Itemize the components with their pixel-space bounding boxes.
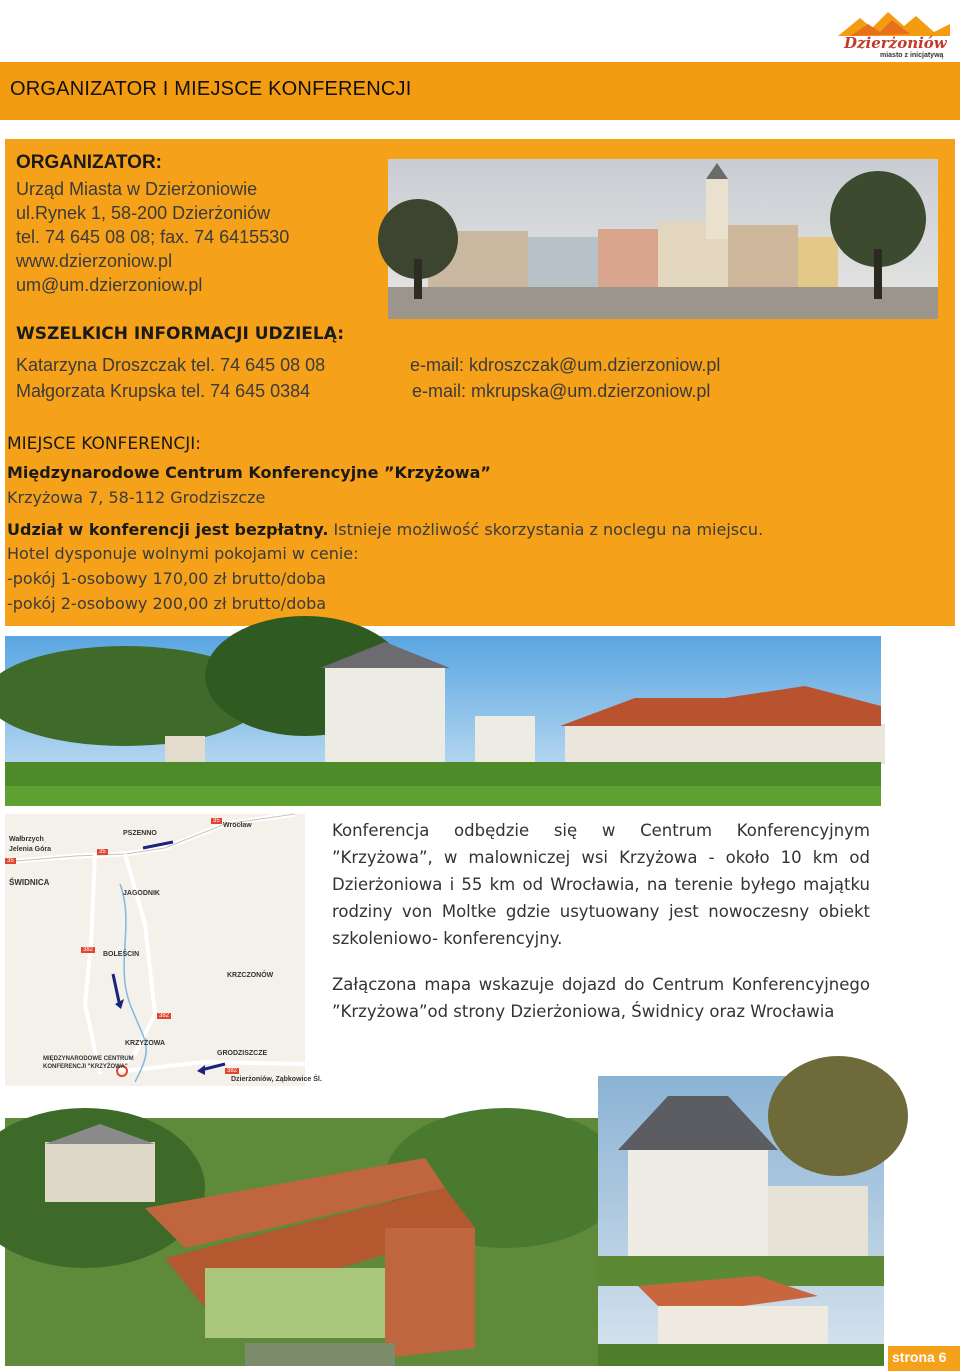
map-label: ŚWIDNICA bbox=[9, 878, 50, 887]
map-label: MIĘDZYNARODOWE CENTRUM bbox=[43, 1056, 134, 1062]
logo-text: Dzierżoniów bbox=[844, 34, 947, 52]
map-label: Wrocław bbox=[223, 822, 252, 829]
organizer-line: ul.Rynek 1, 58-200 Dzierżoniów bbox=[16, 203, 271, 223]
page-title: ORGANIZATOR I MIEJSCE KONFERENCJI bbox=[10, 78, 412, 100]
description-paragraph-1: Konferencja odbędzie się w Centrum Konferencyjnym ”Krzyżowa”, w malowniczej wsi Krzyżowa - około 10 km od Dzierżoniowa i 55 km od Wrocławia, na terenie byłego majątku rodziny von Moltke gdzie usytuowany jest nowoczesny obiekt szkoleniowo- konferencyjny. bbox=[332, 821, 870, 948]
road-badge: 382 bbox=[83, 947, 94, 953]
road-badge: 35 bbox=[99, 849, 106, 855]
map-label: KONFERENCJI "KRZYŻOWA" bbox=[43, 1064, 128, 1070]
route-map bbox=[5, 814, 322, 1086]
contact-person-1: Katarzyna Droszczak tel. 74 645 08 08 bbox=[16, 355, 326, 375]
venue-address: Krzyżowa 7, 58-112 Grodziszcze bbox=[7, 488, 266, 507]
map-label: Dzierżoniów, Ząbkowice Śl. bbox=[231, 1076, 322, 1083]
map-label: KRZYŻOWA bbox=[125, 1040, 166, 1047]
organizer-email[interactable]: um@um.dzierzoniow.pl bbox=[16, 275, 203, 295]
description-paragraph-2: Załączona mapa wskazuje dojazd do Centrum Konferencyjnego ”Krzyżowa”od strony Dzierżoniowa, Świdnicy oraz Wrocławia bbox=[332, 975, 870, 1021]
road-badge: 35 bbox=[7, 858, 14, 864]
map-label: JAGODNIK bbox=[123, 890, 160, 897]
venue-line: -pokój 2-osobowy 200,00 zł brutto/doba bbox=[7, 594, 327, 613]
venue-free-line bbox=[7, 520, 763, 539]
venue-line: Hotel dysponuje wolnymi pokojami w cenie: bbox=[7, 544, 359, 563]
road-badge: 382 bbox=[227, 1068, 238, 1074]
road-badge: 382 bbox=[159, 1013, 170, 1019]
road-badge: 35 bbox=[213, 818, 220, 824]
organizer-line: tel. 74 645 08 08; fax. 74 6415530 bbox=[16, 227, 290, 247]
map-label: PSZENNO bbox=[123, 830, 157, 837]
logo-tagline: miasto z inicjatywą bbox=[880, 52, 944, 59]
page-number: strona 6 bbox=[892, 1349, 947, 1365]
map-label: GRODZISZCZE bbox=[217, 1050, 268, 1057]
venue-name: Międzynarodowe Centrum Konferencyjne ”Krzyżowa” bbox=[7, 463, 491, 482]
organizer-line: Urząd Miasta w Dzierżoniowie bbox=[16, 179, 258, 199]
manor-house-photo bbox=[598, 1076, 884, 1366]
map-label: Jelenia Góra bbox=[9, 846, 52, 853]
map-label: KRZCZONÓW bbox=[227, 972, 274, 979]
map-label: BOLEŚCIN bbox=[103, 951, 140, 958]
aerial-view-photo bbox=[5, 1118, 599, 1366]
organizer-heading: ORGANIZATOR: bbox=[16, 152, 163, 173]
contact-email-2[interactable]: e-mail: mkrupska@um.dzierzoniow.pl bbox=[412, 381, 711, 401]
map-label: Wałbrzych bbox=[9, 836, 44, 843]
organizer-website[interactable]: www.dzierzoniow.pl bbox=[16, 251, 173, 271]
venue-accommodation: Istnieje możliwość skorzystania z noclegu na miejscu. bbox=[328, 520, 764, 539]
conference-center-photo bbox=[5, 636, 881, 806]
contact-person-2: Małgorzata Krupska tel. 74 645 0384 bbox=[16, 381, 311, 401]
town-square-photo bbox=[388, 159, 938, 319]
contact-email-1[interactable]: e-mail: kdroszczak@um.dzierzoniow.pl bbox=[410, 355, 721, 375]
venue-line: -pokój 1-osobowy 170,00 zł brutto/doba bbox=[7, 569, 327, 588]
contacts-heading: WSZELKICH INFORMACJI UDZIELĄ: bbox=[16, 324, 344, 344]
dzierzoniow-logo bbox=[830, 6, 954, 58]
venue-heading: MIEJSCE KONFERENCJI: bbox=[7, 434, 201, 454]
venue-free-bold: Udział w konferencji jest bezpłatny. bbox=[7, 520, 329, 539]
